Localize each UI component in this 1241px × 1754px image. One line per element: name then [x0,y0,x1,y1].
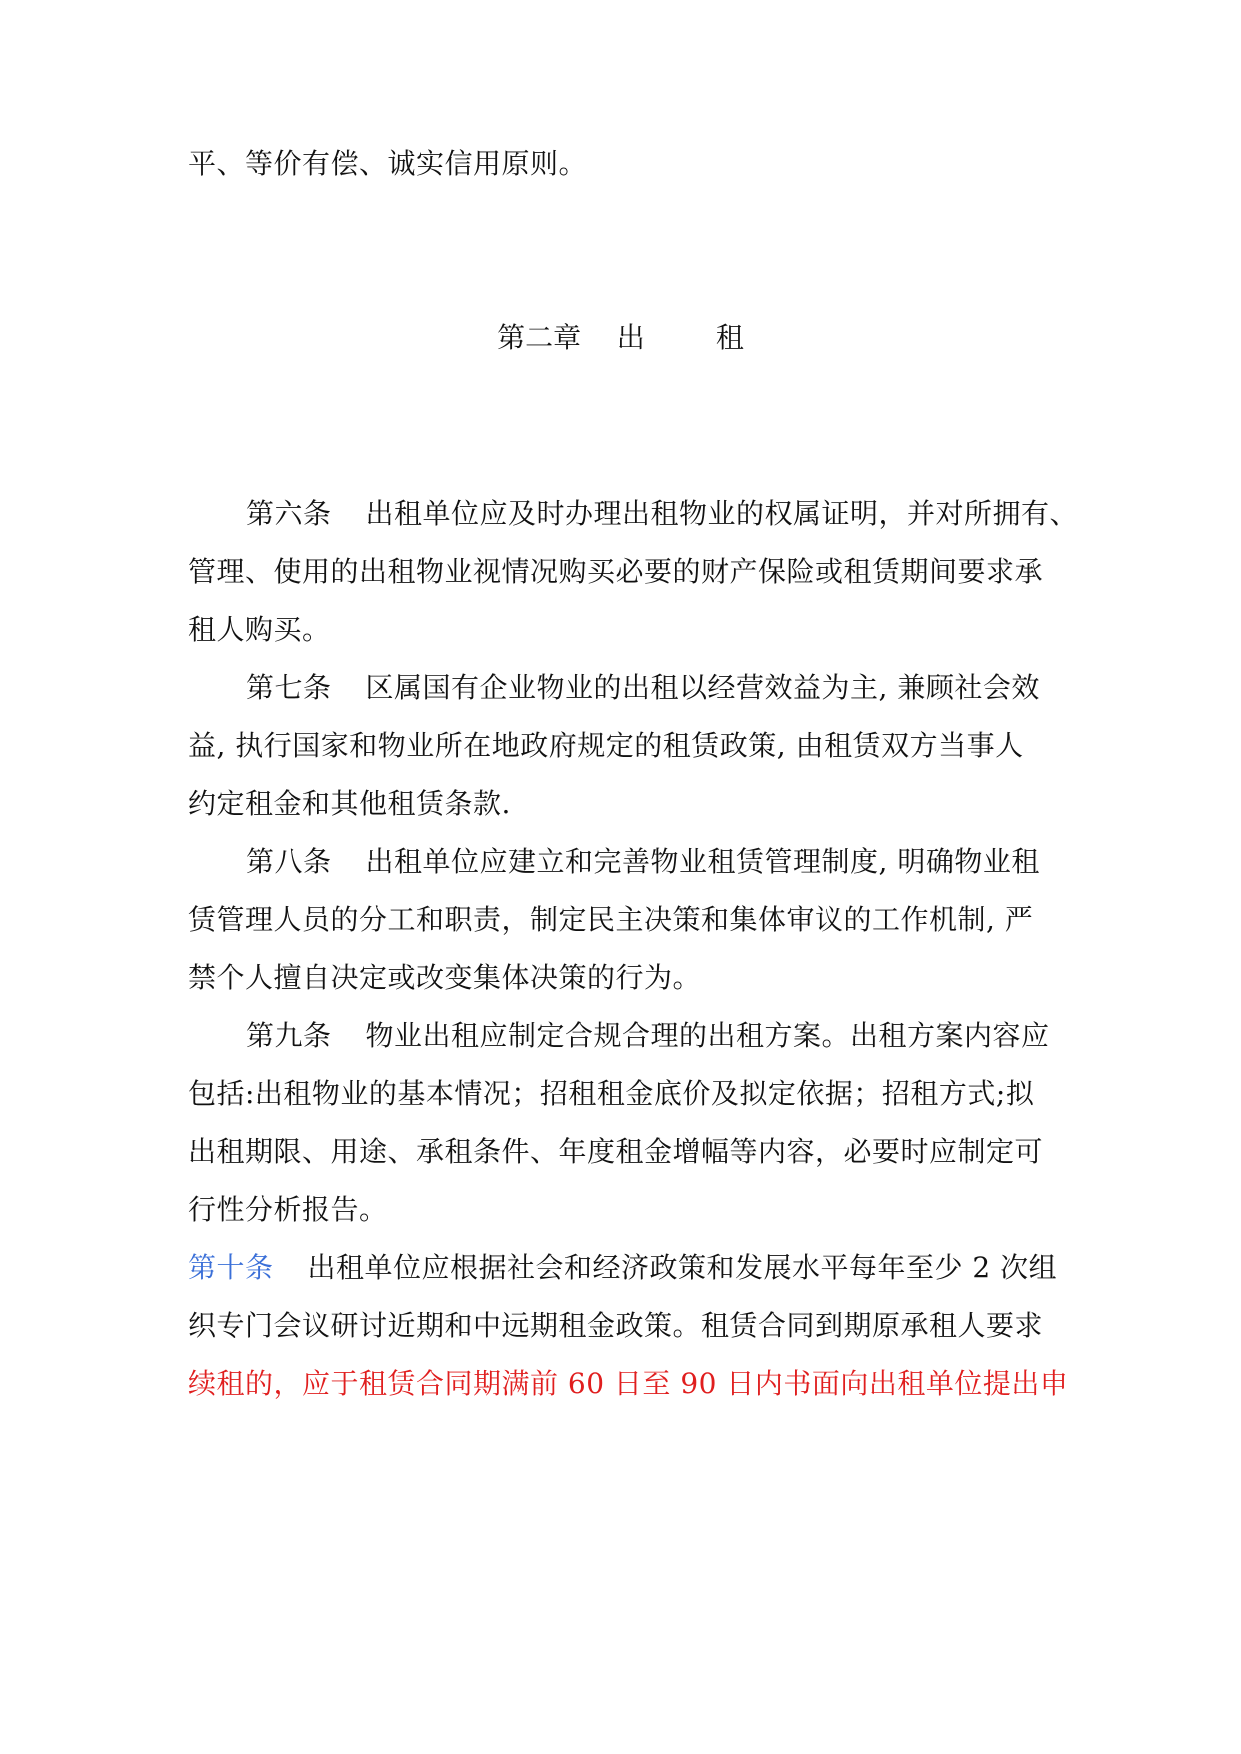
article-8-line-3: 禁个人擅自决定或改变集体决策的行为。 [188,961,702,994]
article-8-line-1 [246,842,1040,882]
article-7-line-1 [246,668,1040,708]
article-label: 第七条 [246,671,332,704]
article-label: 第十条 [188,1251,274,1284]
article-9-line-4: 行性分析报告。 [188,1193,388,1226]
chapter-heading: 第二章 出 租 [497,321,744,354]
article-10-line-1 [188,1248,1057,1288]
article-label: 第六条 [246,497,332,530]
continuation-line: 平、等价有偿、诚实信用原则。 [188,147,588,180]
article-9-line-1 [246,1016,1050,1056]
article-label: 第八条 [246,845,332,878]
article-6-line-3: 租人购买。 [188,613,331,646]
article-9-line-3: 出租期限、用途、承租条件、年度租金增幅等内容，必要时应制定可 [188,1135,1044,1168]
article-text: 出租单位应及时办理出租物业的权属证明，并对所拥有、 [365,497,1079,530]
article-text: 出租单位应根据社会和经济政策和发展水平每年至少 2 次组 [307,1251,1058,1284]
article-text: 物业出租应制定合规合理的出租方案。出租方案内容应 [365,1019,1050,1052]
article-label: 第九条 [246,1019,332,1052]
article-8-line-2: 赁管理人员的分工和职责，制定民主决策和集体审议的工作机制, 严 [188,903,1034,936]
article-7-line-3: 约定租金和其他租赁条款. [188,787,511,820]
article-6-line-1 [246,494,1078,534]
article-7-line-2: 益, 执行国家和物业所在地政府规定的租赁政策, 由租赁双方当事人 [188,729,1024,762]
article-9-line-2: 包括:出租物业的基本情况；招租租金底价及拟定依据；招租方式;拟 [188,1077,1035,1110]
article-text: 出租单位应建立和完善物业租赁管理制度, 明确物业租 [365,845,1040,878]
article-text: 区属国有企业物业的出租以经营效益为主, 兼顾社会效 [365,671,1040,704]
article-6-line-2: 管理、使用的出租物业视情况购买必要的财产保险或租赁期间要求承 [188,555,1044,588]
article-10-line-2: 织专门会议研讨近期和中远期租金政策。租赁合同到期原承租人要求 [188,1309,1044,1342]
article-10-line-3-highlighted: 续租的，应于租赁合同期满前 60 日至 90 日内书面向出租单位提出申 [188,1367,1069,1400]
